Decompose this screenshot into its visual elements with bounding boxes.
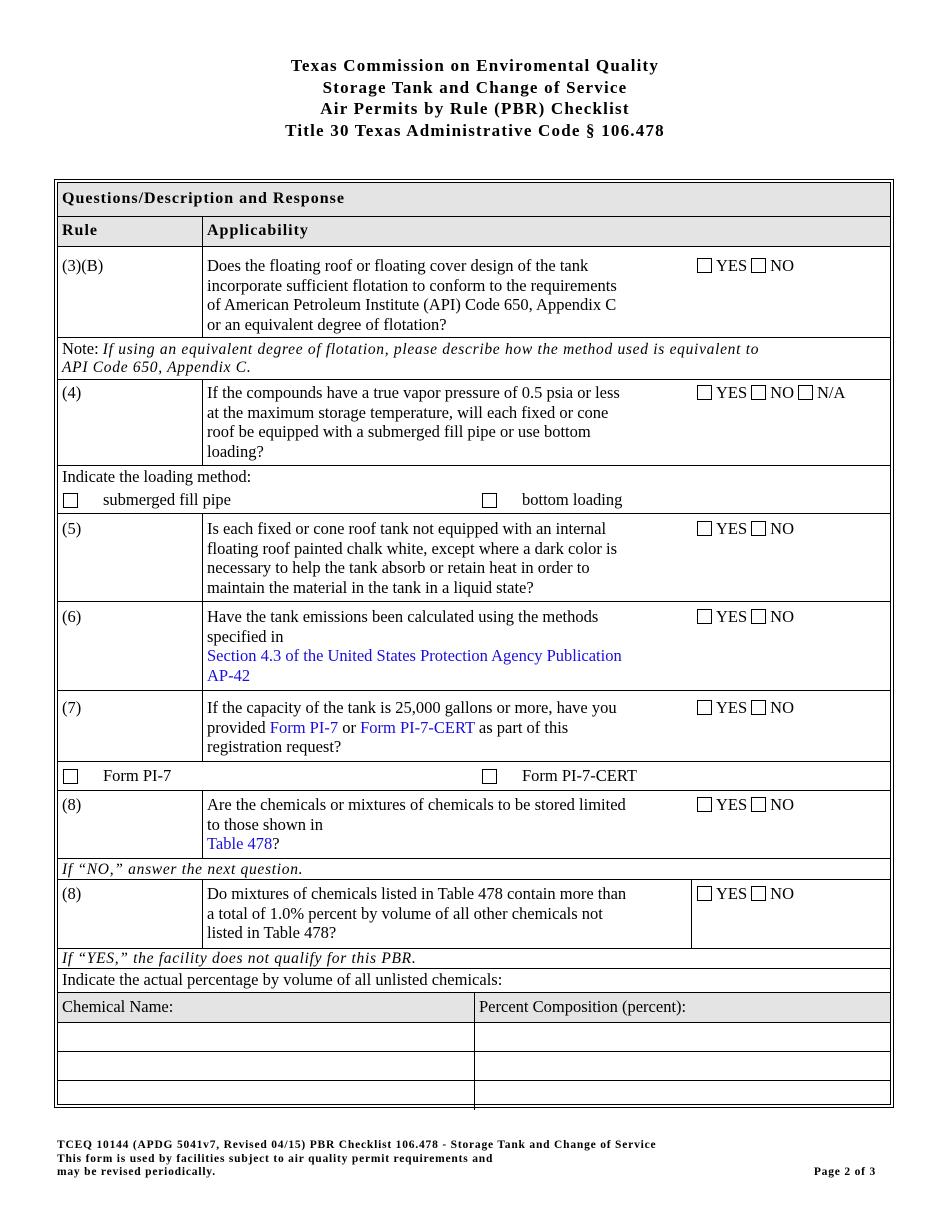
checkbox-3b-no[interactable]: [751, 258, 766, 273]
footer-note-1: This form is used by facilities subject to air quality permit requirements and: [57, 1152, 494, 1165]
question-4-line1: If the compounds have a true vapor pressure of 0.5 psia or less: [207, 383, 620, 402]
checkbox-8b-yes[interactable]: [697, 886, 712, 901]
checkbox-7-no[interactable]: [751, 700, 766, 715]
checklist-table: [54, 179, 894, 1108]
question-3b-line1: Does the floating roof or floating cover design of the tank: [207, 256, 589, 275]
checkbox-5-yes[interactable]: [697, 521, 712, 536]
option-form-pi-7: Form PI-7: [103, 766, 172, 785]
checkbox-4-no[interactable]: [751, 385, 766, 400]
rule-8a: (8): [62, 795, 82, 814]
rule-5: (5): [62, 519, 82, 538]
rule-4: (4): [62, 383, 82, 402]
option-bottom-loading: bottom loading: [522, 490, 623, 509]
document-header: [0, 55, 950, 141]
question-5-line3: necessary to help the tank absorb or retain heat in order to: [207, 558, 590, 577]
answer-8a: YES NO: [697, 795, 798, 815]
question-5-line2: floating roof painted chalk white, except where a dark color is: [207, 538, 618, 558]
checkbox-bottom-loading[interactable]: [482, 493, 497, 508]
header-agency: Texas Commission on Enviromental Quality: [290, 56, 660, 75]
footer-note-2: may be revised periodically.: [57, 1166, 216, 1178]
question-7-line2: provided Form PI-7 or Form PI-7-CERT as part of this: [207, 717, 569, 737]
checkbox-6-no[interactable]: [751, 609, 766, 624]
unlisted-chemicals-label: Indicate the actual percentage by volume of all unlisted chemicals:: [62, 970, 503, 989]
answer-4: YES NO N/A: [697, 383, 849, 403]
question-8b-line2: a total of 1.0% percent by volume of all other chemicals not: [207, 903, 603, 923]
link-form-pi-7[interactable]: Form PI-7: [269, 717, 339, 737]
link-table-478[interactable]: Table 478: [207, 834, 273, 853]
question-8a-line3: Table 478?: [207, 834, 280, 853]
answer-8b: YES NO: [697, 884, 798, 904]
checkbox-8a-yes[interactable]: [697, 797, 712, 812]
question-3b-line2: incorporate sufficient flotation to conform to the requirements: [207, 275, 617, 295]
answer-5: YES NO: [697, 519, 798, 539]
chemical-name-cell-2[interactable]: [58, 1052, 474, 1080]
checkbox-6-yes[interactable]: [697, 609, 712, 624]
note-label: Note:: [62, 339, 99, 358]
if-no-instruction: If “NO,” answer the next question.: [62, 861, 304, 878]
checkbox-form-pi-7[interactable]: [63, 769, 78, 784]
footer-form-id: TCEQ 10144 (APDG 5041v7, Revised 04/15) PBR Checklist 106.478 - Storage Tank and Change of Service: [57, 1139, 657, 1151]
answer-7: YES NO: [697, 698, 798, 718]
question-4-line2: at the maximum storage temperature, will each fixed or cone: [207, 402, 609, 422]
header-checklist: Air Permits by Rule (PBR) Checklist: [320, 99, 630, 118]
note-text-2: API Code 650, Appendix C.: [62, 359, 252, 376]
checkbox-8b-no[interactable]: [751, 886, 766, 901]
header-code: Title 30 Texas Administrative Code § 106.478: [285, 120, 665, 140]
question-4-line3: roof be equipped with a submerged fill pipe or use bottom: [207, 422, 591, 441]
question-8a-line1: Are the chemicals or mixtures of chemicals to be stored limited: [207, 795, 626, 814]
question-5-line1: Is each fixed or cone roof tank not equipped with an internal: [207, 519, 607, 538]
chemical-name-header: Chemical Name:: [62, 997, 174, 1016]
question-3b-line4: or an equivalent degree of flotation?: [207, 314, 447, 334]
percent-cell-3[interactable]: [475, 1081, 890, 1109]
column-rule-header: Rule: [62, 222, 98, 239]
checkbox-4-yes[interactable]: [697, 385, 712, 400]
percent-cell-1[interactable]: [475, 1023, 890, 1051]
question-7-line3: registration request?: [207, 737, 342, 756]
percent-cell-2[interactable]: [475, 1052, 890, 1080]
page-number: Page 2 of 3: [813, 1166, 876, 1178]
option-form-pi-7-cert: Form PI-7-CERT: [522, 766, 637, 785]
column-header-band: [58, 217, 890, 246]
answer-6: YES NO: [697, 607, 798, 627]
link-ap-42[interactable]: AP-42: [207, 665, 251, 685]
question-7-line1: If the capacity of the tank is 25,000 gallons or more, have you: [207, 698, 617, 717]
percent-composition-header: Percent Composition (percent):: [479, 997, 687, 1016]
question-8a-line2: to those shown in: [207, 814, 323, 834]
checkbox-4-na[interactable]: [798, 385, 813, 400]
footer: [57, 1139, 656, 1180]
chemical-name-cell-1[interactable]: [58, 1023, 474, 1051]
option-submerged-fill-pipe: submerged fill pipe: [103, 490, 232, 509]
checkbox-8a-no[interactable]: [751, 797, 766, 812]
chemical-name-cell-3[interactable]: [58, 1081, 474, 1109]
checkbox-5-no[interactable]: [751, 521, 766, 536]
question-4-line4: loading?: [207, 441, 264, 461]
answer-3b: YES NO: [697, 256, 798, 276]
rule-7: (7): [62, 698, 82, 717]
question-6-line2: specified in: [207, 626, 284, 646]
question-6-line1: Have the tank emissions been calculated using the methods: [207, 607, 599, 626]
checkbox-submerged-fill-pipe[interactable]: [63, 493, 78, 508]
rule-3b: (3)(B): [62, 256, 104, 275]
section-title: Questions/Description and Response: [62, 190, 345, 207]
question-8b-line1: Do mixtures of chemicals listed in Table 478 contain more than: [207, 884, 627, 903]
question-8b-line3: listed in Table 478?: [207, 923, 337, 942]
loading-method-label: Indicate the loading method:: [62, 467, 252, 486]
checkbox-7-yes[interactable]: [697, 700, 712, 715]
column-applicability-header: Applicability: [207, 222, 309, 239]
note-text-1: If using an equivalent degree of flotation, please describe how the method used is equivalent to: [102, 341, 760, 358]
header-subject: Storage Tank and Change of Service: [322, 77, 628, 97]
note-line1: [62, 339, 759, 360]
checkbox-3b-yes[interactable]: [697, 258, 712, 273]
link-form-pi-7-cert[interactable]: Form PI-7-CERT: [360, 717, 475, 737]
link-section-4-3[interactable]: Section 4.3 of the United States Protection Agency Publication: [207, 646, 622, 665]
rule-8b: (8): [62, 884, 82, 903]
if-yes-instruction: If “YES,” the facility does not qualify for this PBR.: [62, 950, 417, 967]
checkbox-form-pi-7-cert[interactable]: [482, 769, 497, 784]
question-5-line4: maintain the material in the tank in a liquid state?: [207, 577, 534, 597]
rule-6: (6): [62, 607, 82, 626]
question-3b-line3: of American Petroleum Institute (API) Code 650, Appendix C: [207, 295, 617, 314]
